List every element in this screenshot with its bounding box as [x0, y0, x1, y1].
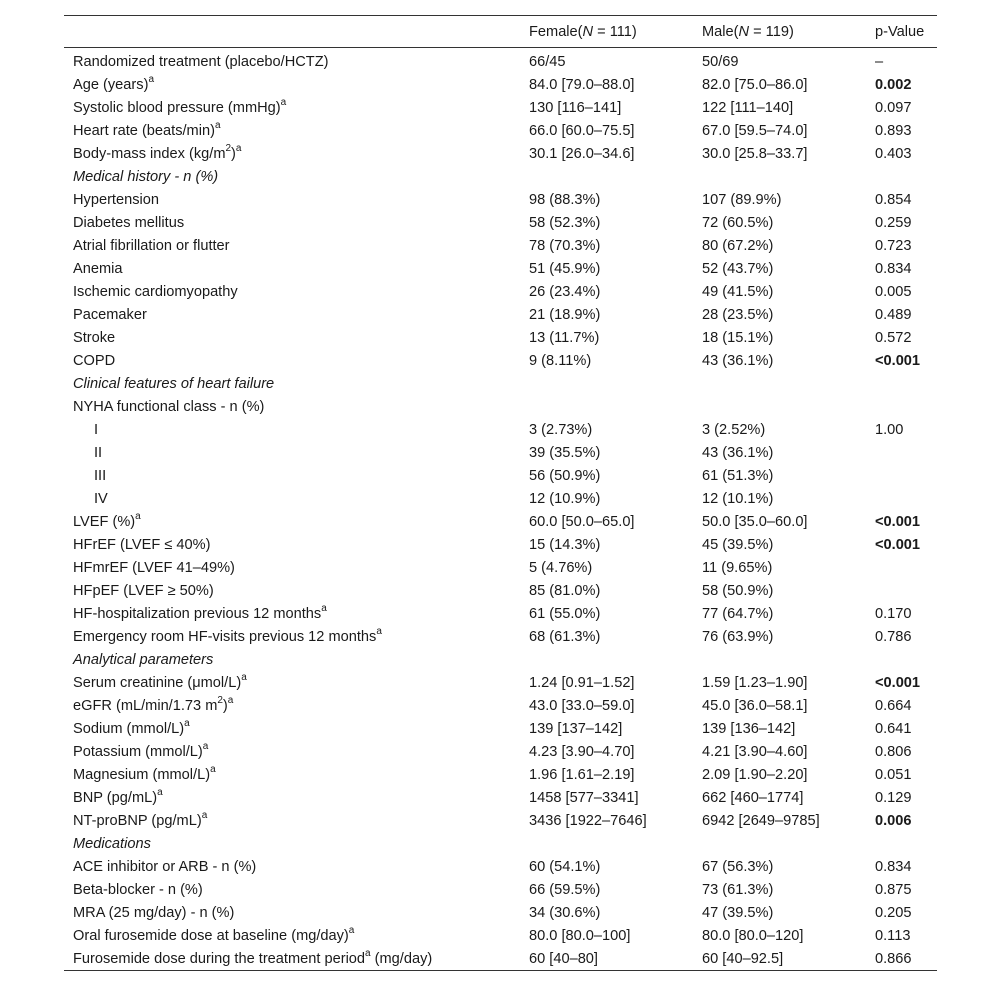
- footnote-marker: a: [227, 694, 234, 706]
- empty-cell: [875, 648, 937, 671]
- male-value: 43 (36.1%): [702, 444, 774, 461]
- p-value: [875, 464, 937, 487]
- footnote-marker: a: [365, 947, 371, 959]
- male-value: 67 (56.3%): [702, 858, 774, 875]
- empty-cell: [702, 832, 875, 855]
- row-label: [64, 533, 529, 556]
- male-value: 67.0 [59.5–74.0]: [702, 122, 808, 139]
- footnote-marker: a: [184, 717, 190, 729]
- footnote-marker: a: [148, 73, 154, 85]
- row-label: [64, 119, 529, 142]
- female-value: 60 [40–80]: [529, 950, 598, 967]
- row-label: [64, 395, 529, 418]
- row-label-text: Diabetes mellitus: [73, 214, 185, 231]
- significant-p-value: 0.006: [875, 812, 912, 829]
- row-label-text: HFrEF (LVEF ≤ 40%): [73, 536, 211, 553]
- table-row: [64, 878, 937, 901]
- row-label-text: Systolic blood pressure (mmHg): [73, 99, 281, 116]
- row-label-text: Potassium (mmol/L): [73, 743, 203, 760]
- section-row: [64, 648, 937, 671]
- row-label: [64, 464, 529, 487]
- male-value: 43 (36.1%): [702, 352, 774, 369]
- row-label: [64, 73, 529, 96]
- male-value: 73 (61.3%): [702, 881, 774, 898]
- p-value: [875, 395, 937, 418]
- female-value: 66.0 [60.0–75.5]: [529, 122, 635, 139]
- table-row: [64, 326, 937, 349]
- male-value: 80 (67.2%): [702, 237, 774, 254]
- male-value: 47 (39.5%): [702, 904, 774, 921]
- female-value: 30.1 [26.0–34.6]: [529, 145, 635, 162]
- row-label-text: NT-proBNP (pg/mL): [73, 812, 202, 829]
- table-row: [64, 48, 937, 74]
- header-female-n: = 111): [593, 23, 637, 40]
- male-value: 76 (63.9%): [702, 628, 774, 645]
- male-value: 61 (51.3%): [702, 467, 774, 484]
- p-value: 0.097: [875, 99, 912, 116]
- row-label-text: Clinical features of heart failure: [73, 375, 275, 392]
- row-label-text: MRA (25 mg/day) - n (%): [73, 904, 235, 921]
- footnote-marker: a: [214, 119, 221, 131]
- female-value: 1.96 [1.61–2.19]: [529, 766, 635, 783]
- row-label: [64, 234, 529, 257]
- row-label: [64, 579, 529, 602]
- header-male: [702, 16, 875, 48]
- row-label-text: eGFR (mL/min/1.73 m: [73, 697, 218, 714]
- female-value: 43.0 [33.0–59.0]: [529, 697, 635, 714]
- significant-p-value: <0.001: [875, 674, 921, 691]
- row-label-text: Atrial fibrillation or flutter: [73, 237, 230, 254]
- p-value: 1.00: [875, 421, 904, 438]
- male-value: 2.09 [1.90–2.20]: [702, 766, 808, 783]
- female-value: 98 (88.3%): [529, 191, 601, 208]
- row-label-text: Sodium (mmol/L): [73, 720, 185, 737]
- empty-cell: [529, 648, 702, 671]
- row-label-text: HF-hospitalization previous 12 months: [73, 605, 322, 622]
- empty-cell: [702, 648, 875, 671]
- p-value: 0.834: [875, 858, 912, 875]
- table-row: [64, 188, 937, 211]
- female-value: 4.23 [3.90–4.70]: [529, 743, 635, 760]
- female-value: 9 (8.11%): [529, 352, 592, 369]
- row-label: [64, 441, 529, 464]
- table-row: [64, 533, 937, 556]
- row-label-text: NYHA functional class - n (%): [73, 398, 265, 415]
- empty-cell: [529, 372, 702, 395]
- footnote-marker: a: [235, 142, 242, 154]
- female-value: 12 (10.9%): [529, 490, 601, 507]
- female-value: 15 (14.3%): [529, 536, 601, 553]
- row-label: [64, 326, 529, 349]
- female-value: 51 (45.9%): [529, 260, 601, 277]
- table-row: [64, 487, 937, 510]
- row-label: [64, 855, 529, 878]
- section-row: [64, 165, 937, 188]
- table-row: [64, 211, 937, 234]
- row-label-text: Analytical parameters: [73, 651, 214, 668]
- footnote-marker: a: [376, 625, 382, 637]
- p-value: 0.170: [875, 605, 912, 622]
- row-label: [64, 142, 529, 165]
- empty-cell: [529, 165, 702, 188]
- male-value: 18 (15.1%): [702, 329, 774, 346]
- male-value: 50.0 [35.0–60.0]: [702, 513, 808, 530]
- table-row: [64, 579, 937, 602]
- table-row: [64, 786, 937, 809]
- significant-p-value: <0.001: [875, 513, 921, 530]
- empty-cell: [875, 372, 937, 395]
- male-value: 28 (23.5%): [702, 306, 774, 323]
- table-row: [64, 625, 937, 648]
- section-title: [64, 832, 529, 855]
- header-variable: [64, 16, 529, 48]
- female-value: 78 (70.3%): [529, 237, 601, 254]
- row-label-text: Randomized treatment (placebo/HCTZ): [73, 53, 329, 70]
- female-value: 139 [137–142]: [529, 720, 623, 737]
- baseline-characteristics-table: [64, 15, 937, 971]
- p-value: [875, 579, 937, 602]
- table-row: [64, 73, 937, 96]
- footnote-marker: a: [157, 786, 163, 798]
- row-label-text: Medical history - n (%): [73, 168, 219, 185]
- male-value: 60 [40–92.5]: [702, 950, 784, 967]
- footnote-marker: a: [135, 510, 141, 522]
- row-label: [64, 625, 529, 648]
- female-value: 61 (55.0%): [529, 605, 601, 622]
- female-value: 85 (81.0%): [529, 582, 601, 599]
- table-row: [64, 257, 937, 280]
- row-label-text: Magnesium (mmol/L): [73, 766, 211, 783]
- female-value: 3436 [1922–7646]: [529, 812, 647, 829]
- table-row: [64, 947, 937, 971]
- table-row: [64, 855, 937, 878]
- row-label-text: Hypertension: [73, 191, 159, 208]
- empty-cell: [702, 165, 875, 188]
- row-label: [64, 740, 529, 763]
- row-label: [64, 48, 529, 74]
- row-label: [64, 349, 529, 372]
- p-value: 0.664: [875, 697, 912, 714]
- table-row: [64, 671, 937, 694]
- female-value: 68 (61.3%): [529, 628, 601, 645]
- row-label-text: III: [94, 467, 107, 484]
- p-value: 0.005: [875, 283, 912, 300]
- table-row: [64, 694, 937, 717]
- female-value: 130 [116–141]: [529, 99, 622, 116]
- p-value: 0.113: [875, 927, 911, 944]
- female-value: 60 (54.1%): [529, 858, 601, 875]
- significant-p-value: <0.001: [875, 536, 921, 553]
- row-label: [64, 602, 529, 625]
- row-label-suffix: ): [222, 697, 228, 714]
- section-row: [64, 372, 937, 395]
- male-value: 11 (9.65%): [702, 559, 773, 576]
- table-row: [64, 740, 937, 763]
- male-value: 72 (60.5%): [702, 214, 774, 231]
- p-value: 0.129: [875, 789, 912, 806]
- header-male-n-letter: N: [738, 23, 750, 40]
- table-row: [64, 441, 937, 464]
- table-row: [64, 142, 937, 165]
- p-value: 0.866: [875, 950, 912, 967]
- row-label: [64, 556, 529, 579]
- male-value: [702, 395, 875, 418]
- p-value: [875, 441, 937, 464]
- female-value: 56 (50.9%): [529, 467, 601, 484]
- empty-cell: [875, 165, 937, 188]
- header-pvalue: p-Value: [875, 16, 937, 48]
- female-value: 34 (30.6%): [529, 904, 601, 921]
- male-value: 49 (41.5%): [702, 283, 774, 300]
- unit-exponent: 2: [225, 142, 232, 154]
- empty-cell: [875, 832, 937, 855]
- p-value: 0.834: [875, 260, 912, 277]
- female-value: 60.0 [50.0–65.0]: [529, 513, 635, 530]
- row-label-text: COPD: [73, 352, 116, 369]
- row-label-text: Pacemaker: [73, 306, 147, 323]
- table-row: [64, 349, 937, 372]
- row-label-text: Heart rate (beats/min): [73, 122, 215, 139]
- row-label: [64, 878, 529, 901]
- female-value: 1458 [577–3341]: [529, 789, 639, 806]
- table-body: [64, 48, 937, 971]
- p-value: [875, 510, 937, 533]
- row-label: [64, 257, 529, 280]
- row-label: [64, 786, 529, 809]
- section-title: [64, 372, 529, 395]
- female-value: 21 (18.9%): [529, 306, 601, 323]
- row-label: [64, 809, 529, 832]
- footnote-marker: a: [201, 809, 208, 821]
- row-label-suffix: ): [231, 145, 236, 162]
- significant-p-value: <0.001: [875, 352, 921, 369]
- p-value: 0.259: [875, 214, 912, 231]
- female-value: 66/45: [529, 53, 566, 70]
- table-row: [64, 901, 937, 924]
- p-value: 0.572: [875, 329, 912, 346]
- row-label: [64, 694, 529, 717]
- section-title: [64, 648, 529, 671]
- table-row: [64, 418, 937, 441]
- row-label: [64, 717, 529, 740]
- table-row: [64, 809, 937, 832]
- female-value: 39 (35.5%): [529, 444, 601, 461]
- table-row: [64, 464, 937, 487]
- table-row: [64, 763, 937, 786]
- p-value: [875, 349, 937, 372]
- header-male-label: Male(: [702, 23, 739, 40]
- empty-cell: [702, 372, 875, 395]
- header-female-label: Female(: [529, 23, 583, 40]
- row-label: [64, 211, 529, 234]
- table-row: [64, 556, 937, 579]
- footnote-marker: a: [210, 763, 216, 775]
- p-value: 0.723: [875, 237, 912, 254]
- row-label-text: Oral furosemide dose at baseline (mg/day): [73, 927, 349, 944]
- male-value: 45 (39.5%): [702, 536, 774, 553]
- row-label-text: Age (years): [73, 76, 149, 93]
- footnote-marker: a: [280, 96, 287, 108]
- row-label-text: IV: [94, 490, 108, 507]
- row-label: [64, 418, 529, 441]
- table-row: [64, 280, 937, 303]
- table-row: [64, 96, 937, 119]
- p-value: 0.806: [875, 743, 912, 760]
- empty-cell: [529, 832, 702, 855]
- p-value: [875, 556, 937, 579]
- section-title: [64, 165, 529, 188]
- header-male-n: = 119): [749, 23, 794, 40]
- row-label-text: ACE inhibitor or ARB - n (%): [73, 858, 257, 875]
- female-value: 26 (23.4%): [529, 283, 601, 300]
- row-label-text: Medications: [73, 835, 151, 852]
- female-value: 84.0 [79.0–88.0]: [529, 76, 635, 93]
- table-row: [64, 119, 937, 142]
- row-label: [64, 947, 529, 971]
- footnote-marker: a: [348, 924, 355, 936]
- p-value: 0.205: [875, 904, 912, 921]
- row-label-text: Emergency room HF-visits previous 12 months: [73, 628, 377, 645]
- male-value: 139 [136–142]: [702, 720, 796, 737]
- table-row: [64, 234, 937, 257]
- p-value: 0.875: [875, 881, 912, 898]
- male-value: 82.0 [75.0–86.0]: [702, 76, 808, 93]
- female-value: [529, 395, 702, 418]
- section-row: [64, 832, 937, 855]
- header-female-n-letter: N: [582, 23, 594, 40]
- p-value: 0.854: [875, 191, 912, 208]
- header-female: [529, 16, 702, 48]
- male-value: 30.0 [25.8–33.7]: [702, 145, 808, 162]
- row-label: [64, 487, 529, 510]
- table-row: [64, 602, 937, 625]
- unit-exponent: 2: [217, 694, 223, 706]
- p-value: [875, 809, 937, 832]
- male-value: 662 [460–1774]: [702, 789, 804, 806]
- table-row: [64, 717, 937, 740]
- male-value: 80.0 [80.0–120]: [702, 927, 804, 944]
- row-label-text: Anemia: [73, 260, 123, 277]
- row-label: [64, 901, 529, 924]
- p-value: 0.051: [875, 766, 912, 783]
- female-value: 58 (52.3%): [529, 214, 601, 231]
- row-label-text: Beta-blocker - n (%): [73, 881, 203, 898]
- male-value: 122 [111–140]: [702, 99, 794, 116]
- p-value: 0.489: [875, 306, 912, 323]
- p-value: [875, 671, 937, 694]
- row-label-text: Ischemic cardiomyopathy: [73, 283, 238, 300]
- female-value: 1.24 [0.91–1.52]: [529, 674, 635, 691]
- row-label: [64, 188, 529, 211]
- footnote-marker: a: [202, 740, 209, 752]
- row-label-text: I: [94, 421, 99, 438]
- table-row: [64, 924, 937, 947]
- footnote-marker: a: [321, 602, 327, 614]
- p-value: 0.786: [875, 628, 912, 645]
- row-label: [64, 280, 529, 303]
- row-label-text: Furosemide dose during the treatment period: [73, 950, 366, 967]
- table-header: [64, 16, 937, 48]
- row-label: [64, 96, 529, 119]
- p-value: –: [875, 53, 884, 70]
- table-row: [64, 303, 937, 326]
- row-label-text: Serum creatinine (μmol/L): [73, 674, 242, 691]
- female-value: 66 (59.5%): [529, 881, 601, 898]
- female-value: 3 (2.73%): [529, 421, 593, 438]
- table-row: [64, 395, 937, 418]
- male-value: 12 (10.1%): [702, 490, 774, 507]
- p-value: 0.403: [875, 145, 912, 162]
- row-label: [64, 763, 529, 786]
- female-value: 13 (11.7%): [529, 329, 600, 346]
- male-value: 107 (89.9%): [702, 191, 782, 208]
- row-label-text: HFmrEF (LVEF 41–49%): [73, 559, 235, 576]
- male-value: 3 (2.52%): [702, 421, 766, 438]
- row-label: [64, 303, 529, 326]
- male-value: 52 (43.7%): [702, 260, 774, 277]
- row-label-text: HFpEF (LVEF ≥ 50%): [73, 582, 214, 599]
- row-label: [64, 924, 529, 947]
- p-value: 0.893: [875, 122, 912, 139]
- male-value: 4.21 [3.90–4.60]: [702, 743, 808, 760]
- row-label-text: Body-mass index (kg/m: [73, 145, 226, 162]
- row-label-text: BNP (pg/mL): [73, 789, 158, 806]
- female-value: 5 (4.76%): [529, 559, 593, 576]
- male-value: 6942 [2649–9785]: [702, 812, 820, 829]
- row-label-suffix: (mg/day): [370, 950, 433, 967]
- row-label: [64, 510, 529, 533]
- row-label-text: LVEF (%): [73, 513, 136, 530]
- p-value: [875, 533, 937, 556]
- row-label: [64, 671, 529, 694]
- female-value: 80.0 [80.0–100]: [529, 927, 631, 944]
- male-value: 45.0 [36.0–58.1]: [702, 697, 808, 714]
- male-value: 50/69: [702, 53, 739, 70]
- header-row: [64, 16, 937, 48]
- row-label-text: Stroke: [73, 329, 116, 346]
- male-value: 77 (64.7%): [702, 605, 774, 622]
- footnote-marker: a: [241, 671, 247, 683]
- male-value: 58 (50.9%): [702, 582, 774, 599]
- row-label-text: II: [94, 444, 103, 461]
- significant-p-value: 0.002: [875, 76, 912, 93]
- table-row: [64, 510, 937, 533]
- p-value: [875, 487, 937, 510]
- p-value: 0.641: [875, 720, 912, 737]
- p-value: [875, 73, 937, 96]
- male-value: 1.59 [1.23–1.90]: [702, 674, 808, 691]
